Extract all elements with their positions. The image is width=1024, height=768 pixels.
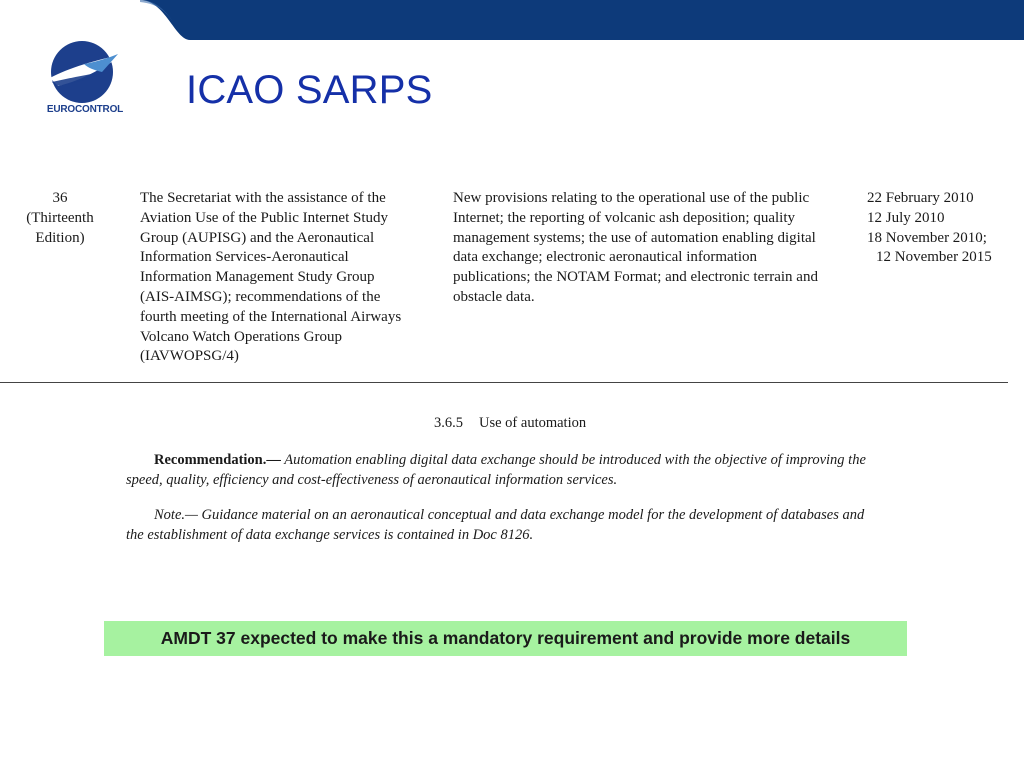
amdt-callout: AMDT 37 expected to make this a mandatory requirement and provide more details xyxy=(104,621,907,656)
section-heading xyxy=(434,414,586,434)
amendment-line: (Thirteenth xyxy=(26,209,94,226)
subject-line: data exchange; electronic aeronautical information xyxy=(453,249,758,266)
source-cell xyxy=(140,189,430,367)
note-text: the establishment of data exchange services is contained in Doc 8126. xyxy=(126,526,534,543)
subject-line: management systems; the use of automation enabling digital xyxy=(453,229,816,246)
date-line: 22 February 2010 xyxy=(867,190,974,206)
subject-line: Internet; the reporting of volcanic ash deposition; quality xyxy=(453,209,795,226)
date-line: 12 July 2010 xyxy=(867,209,945,226)
subject-line: publications; the NOTAM Format; and electronic terrain and xyxy=(453,269,818,286)
source-line: The Secretariat with the assistance of the xyxy=(140,190,386,206)
subject-line: New provisions relating to the operational use of the public xyxy=(453,190,810,206)
source-line: Aviation Use of the Public Internet Study xyxy=(140,209,389,226)
source-line: (AIS-AIMSG); recommendations of the xyxy=(140,288,381,305)
subject-cell xyxy=(453,189,853,308)
source-line: Volcano Watch Operations Group xyxy=(140,328,342,345)
logo-text: EUROCONTROL xyxy=(46,104,124,115)
date-line: 12 November 2015 xyxy=(876,249,992,266)
subject-line: obstacle data. xyxy=(453,288,535,305)
table-divider xyxy=(0,382,1008,383)
source-line: fourth meeting of the International Airways xyxy=(140,308,402,325)
source-line: Group (AUPISG) and the Aeronautical xyxy=(140,229,375,246)
slide-title: ICAO SARPS xyxy=(186,68,433,112)
note-paragraph xyxy=(126,506,916,545)
section-title: Use of automation xyxy=(479,415,587,431)
recommendation-text: speed, quality, efficiency and cost-effectiveness of aeronautical information services. xyxy=(126,471,618,488)
source-line: Information Management Study Group xyxy=(140,269,375,286)
source-line: (IAVWOPSG/4) xyxy=(140,348,239,365)
source-line: Information Services-Aeronautical xyxy=(140,249,349,266)
amendment-cell xyxy=(18,189,102,248)
section-number: 3.6.5 xyxy=(434,415,463,431)
date-line: 18 November 2010; xyxy=(867,229,987,246)
header-band xyxy=(0,0,1024,40)
note-text: Note.— Guidance material on an aeronautical conceptual and data exchange model for the development of databases and xyxy=(154,507,865,523)
amendment-line: Edition) xyxy=(35,229,85,246)
recommendation-label: Recommendation.— xyxy=(154,452,281,468)
amendment-line: 36 xyxy=(52,190,68,206)
recommendation-paragraph xyxy=(126,451,916,490)
dates-cell xyxy=(867,189,1017,268)
recommendation-text: Automation enabling digital data exchange should be introduced with the objective of improving the xyxy=(280,452,866,468)
